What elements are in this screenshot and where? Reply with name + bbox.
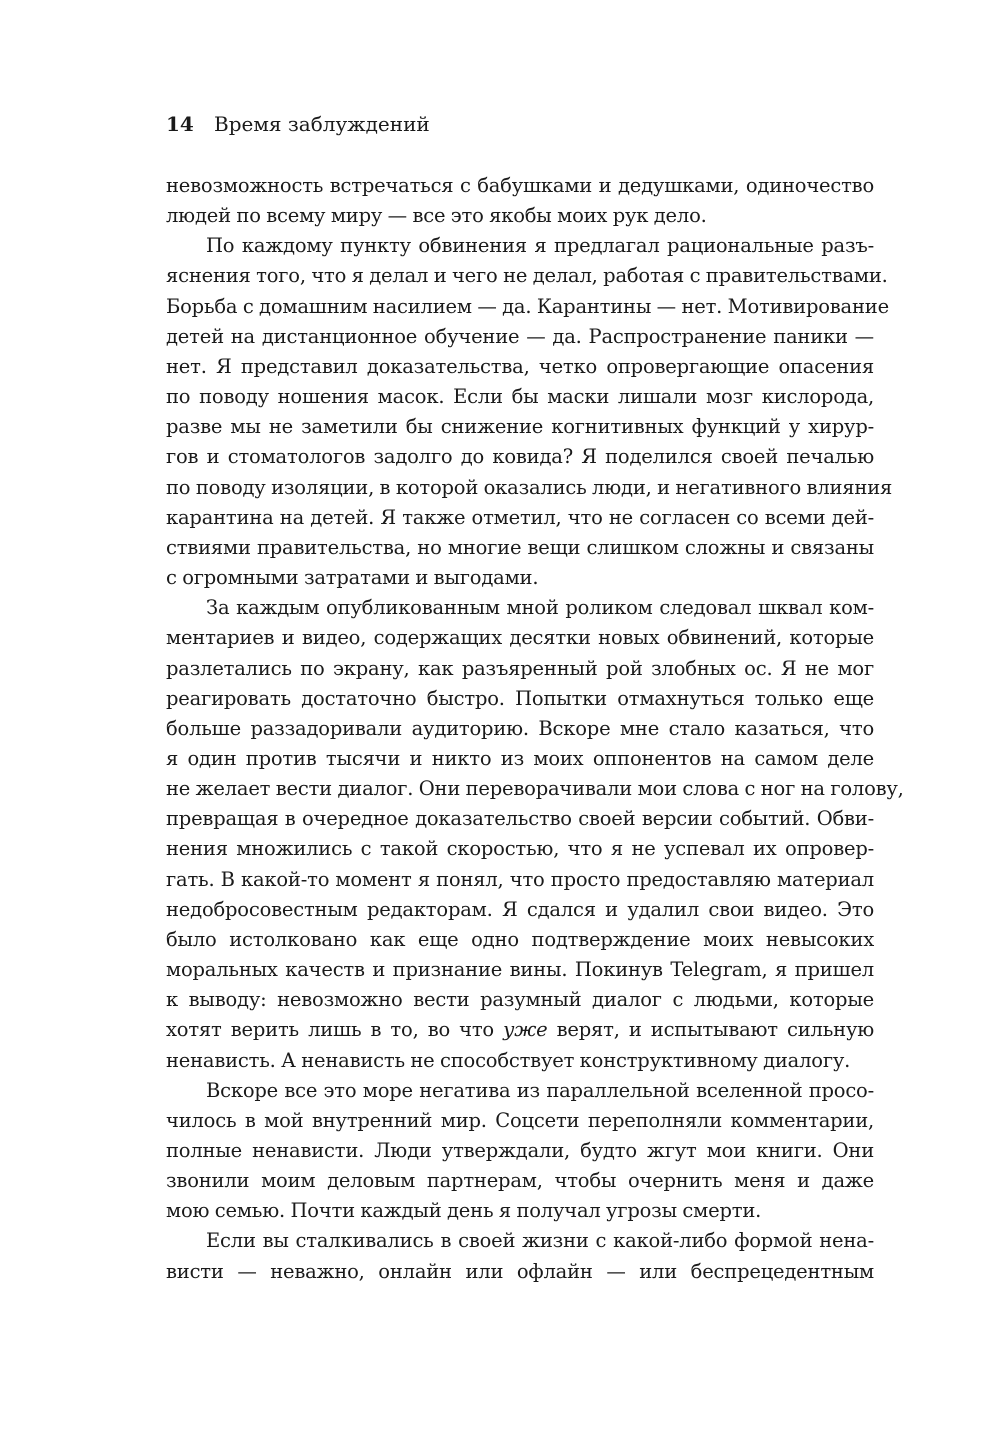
running-head bbox=[166, 106, 430, 142]
text-line: мою семью. Почти каждый день я получал угрозы смерти. bbox=[166, 1199, 762, 1223]
text-line: невозможность встречаться с бабушками и дедушками, одиночество bbox=[166, 174, 874, 197]
text-line: больше раззадоривали аудиторию. Вскоре мне стало казаться, что bbox=[166, 716, 874, 740]
text-line: по поводу изоляции, в которой оказались люди, и негативного влияния bbox=[166, 475, 893, 499]
text-line: моральных качеств и признание вины. Покинув Telegram, я пришел bbox=[166, 958, 874, 982]
emphasized-word: уже bbox=[503, 1018, 548, 1042]
text-line: превращая в очередное доказательство своей версии событий. Обви- bbox=[166, 807, 874, 831]
text-line: За каждым опубликованным мной роликом следовал шквал ком- bbox=[206, 596, 874, 620]
text-line: реагировать достаточно быстро. Попытки отмахнуться только еще bbox=[166, 686, 874, 710]
text-line: карантина на детей. Я также отметил, что не согласен со всеми дей- bbox=[166, 505, 874, 529]
text-line: разве мы не заметили бы снижение когнитивных функций у хирур- bbox=[166, 415, 874, 439]
text-line: гов и стоматологов задолго до ковида? Я поделился своей печалью bbox=[166, 445, 874, 469]
text-line: с огромными затратами и выгодами. bbox=[166, 566, 539, 590]
text-line: людей по всему миру — все это якобы моих рук дело. bbox=[166, 204, 707, 228]
text-segment: хотят верить лишь в то, во что bbox=[166, 1018, 504, 1042]
text-line: детей на дистанционное обучение — да. Распространение паники — bbox=[166, 324, 874, 348]
text-line bbox=[166, 1015, 874, 1045]
text-line: к выводу: невозможно вести разумный диалог с людьми, которые bbox=[166, 988, 874, 1012]
text-line: ментариев и видео, содержащих десятки новых обвинений, которые bbox=[166, 626, 874, 650]
text-line: Борьба с домашним насилием — да. Карантины — нет. Мотивирование bbox=[166, 294, 889, 318]
text-line: гать. В какой-то момент я понял, что просто предоставляю материал bbox=[166, 867, 874, 891]
text-line: не желает вести диалог. Они переворачивали мои слова с ног на голову, bbox=[166, 777, 904, 801]
text-line: нет. Я представил доказательства, четко опровергающие опасения bbox=[166, 354, 874, 378]
text-line: звонили моим деловым партнерам, чтобы очернить меня и даже bbox=[166, 1169, 874, 1193]
running-title: Время заблуждений bbox=[214, 112, 430, 136]
text-line: я один против тысячи и никто из моих оппонентов на самом деле bbox=[166, 746, 874, 770]
text-line: по поводу ношения масок. Если бы маски лишали мозг кислорода, bbox=[166, 385, 874, 409]
text-line: яснения того, что я делал и чего не делал, работая с правительствами. bbox=[166, 264, 888, 288]
text-line: По каждому пункту обвинения я предлагал рациональные разъ- bbox=[206, 234, 874, 258]
text-line: нения множились с такой скоростью, что я не успевал их опровер- bbox=[166, 837, 874, 861]
text-line: было истолковано как еще одно подтверждение моих невысоких bbox=[166, 927, 874, 951]
body-text bbox=[166, 171, 904, 1287]
text-line: недобросовестным редакторам. Я сдался и удалил свои видео. Это bbox=[166, 897, 874, 921]
text-line: Если вы сталкивались в своей жизни с какой-либо формой нена- bbox=[206, 1229, 874, 1253]
text-line: висти — неважно, онлайн или офлайн — или беспрецедентным bbox=[166, 1259, 874, 1283]
text-line: полные ненависти. Люди утверждали, будто жгут мои книги. Они bbox=[166, 1139, 874, 1162]
text-line: ненависть. А ненависть не способствует конструктивному диалогу. bbox=[166, 1048, 851, 1072]
text-line: разлетались по экрану, как разъяренный рой злобных ос. Я не мог bbox=[166, 656, 874, 680]
page-number: 14 bbox=[166, 112, 194, 136]
text-line: ствиями правительства, но многие вещи слишком сложны и связаны bbox=[166, 535, 874, 559]
text-line: чилось в мой внутренний мир. Соцсети переполняли комментарии, bbox=[166, 1108, 874, 1132]
text-line: Вскоре все это море негатива из параллельной вселенной просо- bbox=[206, 1078, 874, 1102]
text-segment: верят, и испытывают сильную bbox=[547, 1018, 874, 1042]
